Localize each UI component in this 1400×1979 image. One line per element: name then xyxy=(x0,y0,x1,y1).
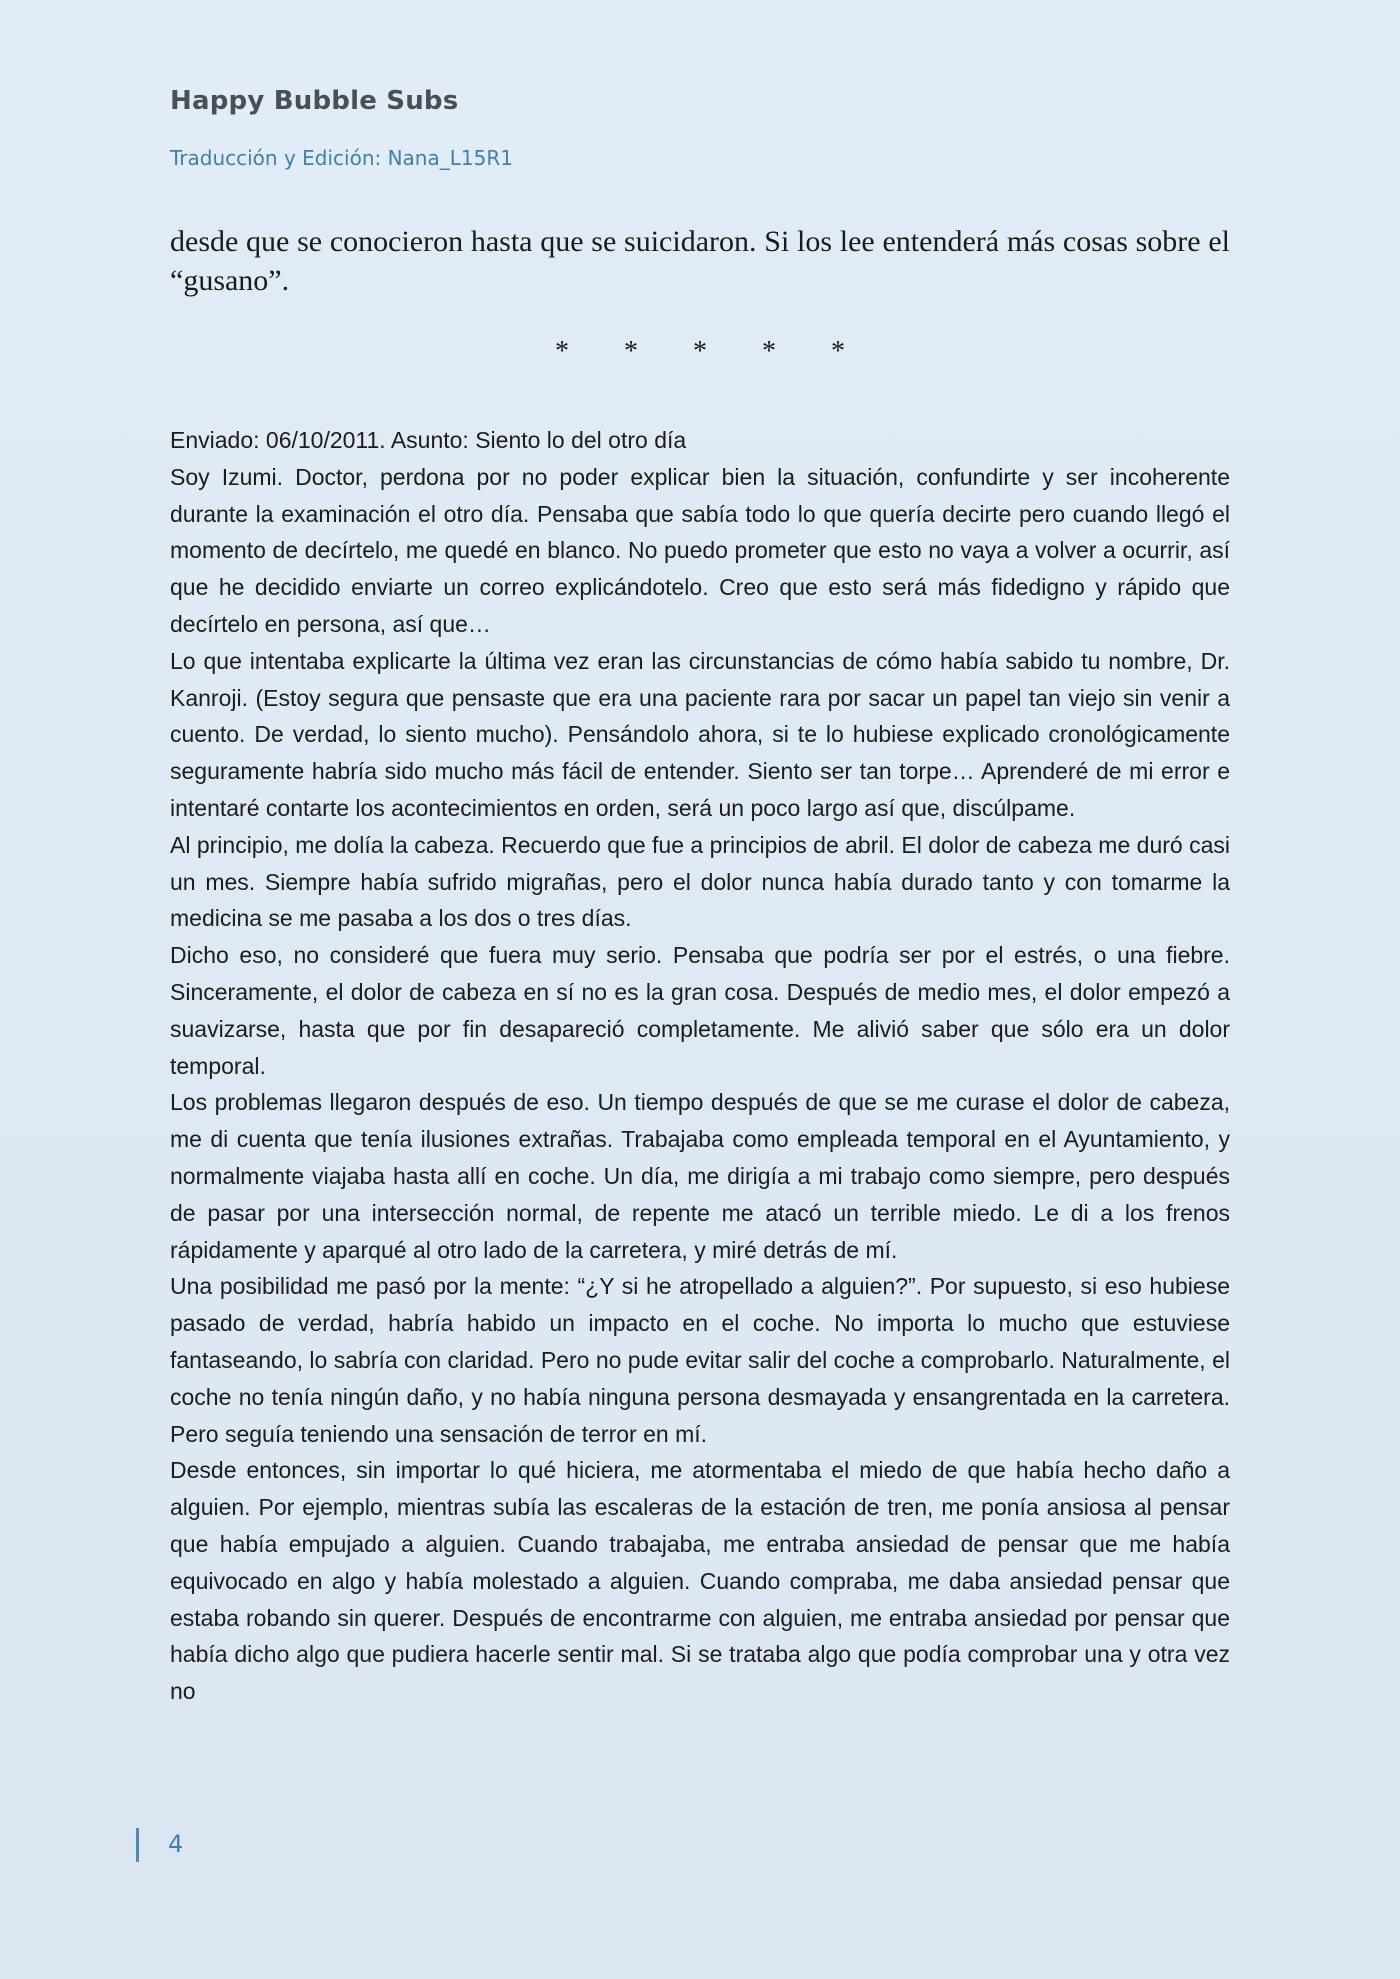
email-paragraph: Al principio, me dolía la cabeza. Recuerdo que fue a principios de abril. El dolor de cabeza me duró casi un mes. Siempre había sufrido migrañas, pero el dolor nunca había durado tanto y con tomarme la medicina se me pasaba a los dos o tres días. xyxy=(170,831,1230,932)
header-title: Happy Bubble Subs xyxy=(170,86,459,116)
email-paragraph: Dicho eso, no consideré que fuera muy serio. Pensaba que podría ser por el estrés, o una fiebre. Sinceramente, el dolor de cabeza en sí no es la gran cosa. Después de medio mes, el dolor empezó a suavizarse, hasta que por fin desapareció completamente. Me alivió saber que sólo era un dolor temporal. xyxy=(170,942,1230,1079)
email-paragraph: Desde entonces, sin importar lo qué hiciera, me atormentaba el miedo de que había hecho daño a alguien. Por ejemplo, mientras subía las escaleras de la estación de tren, me ponía ansiosa al pensar que había empujado a alguien. Cuando trabajaba, me entraba ansiedad de pensar que me había equivocado en algo y había molestado a alguien. Cuando compraba, me daba ansiedad pensar que estaba robando sin querer. Después de encontrarme con alguien, me entraba ansiedad por pensar que había dicho algo que pudiera hacerle sentir mal. Si se trataba algo que podía comprobar una y otra vez no xyxy=(170,1457,1230,1705)
page-number: 4 xyxy=(168,1830,184,1858)
intro-paragraph: desde que se conocieron hasta que se suicidaron. Si los lee entenderá más cosas sobre el “gusano”. xyxy=(170,225,1230,297)
email-paragraph: Soy Izumi. Doctor, perdona por no poder explicar bien la situación, confundirte y ser incoherente durante la examinación el otro día. Pensaba que sabía todo lo que quería decirte pero cuando llegó el momento de decírtelo, me quedé en blanco. No puedo prometer que esto no vaya a volver a ocurrir, así que he decidido enviarte un correo explicándotelo. Creo que esto será más fidedigno y rápido que decírtelo en persona, así que… xyxy=(170,463,1230,637)
email-header-line: Enviado: 06/10/2011. Asunto: Siento lo del otro día xyxy=(170,427,687,453)
email-paragraph: Los problemas llegaron después de eso. Un tiempo después de que se me curase el dolor de cabeza, me di cuenta que tenía ilusiones extrañas. Trabajaba como empleada temporal en el Ayuntamiento, y normalmente viajaba hasta allí en coche. Un día, me dirigía a mi trabajo como siempre, pero después de pasar por una intersección normal, de repente me atacó un terrible miedo. Le di a los frenos rápidamente y aparqué al otro lado de la carretera, y miré detrás de mí. xyxy=(170,1089,1230,1263)
email-body xyxy=(170,422,1230,1710)
email-paragraph: Lo que intentaba explicarte la última vez eran las circunstancias de cómo había sabido tu nombre, Dr. Kanroji. (Estoy segura que pensaste que era una paciente rara por sacar un papel tan viejo sin venir a cuento. De verdad, lo siento mucho). Pensándolo ahora, si te lo hubiese explicado cronológicamente seguramente habría sido mucho más fácil de entender. Siento ser tan torpe… Aprenderé de mi error e intentaré contarte los acontecimientos en orden, será un poco largo así que, discúlpame. xyxy=(170,647,1230,821)
email-paragraph: Una posibilidad me pasó por la mente: “¿Y si he atropellado a alguien?”. Por supuesto, si eso hubiese pasado de verdad, habría habido un impacto en el coche. No importa lo mucho que estuviese fantaseando, lo sabría con claridad. Pero no pude evitar salir del coche a comprobarlo. Naturalmente, el coche no tenía ningún daño, y no había ninguna persona desmayada y ensangrentada en la carretera. Pero seguía teniendo una sensación de terror en mí. xyxy=(170,1273,1230,1447)
footer-accent-bar xyxy=(136,1828,139,1862)
section-separator: * * * * * xyxy=(555,336,845,367)
header-subtitle: Traducción y Edición: Nana_L15R1 xyxy=(170,146,513,170)
